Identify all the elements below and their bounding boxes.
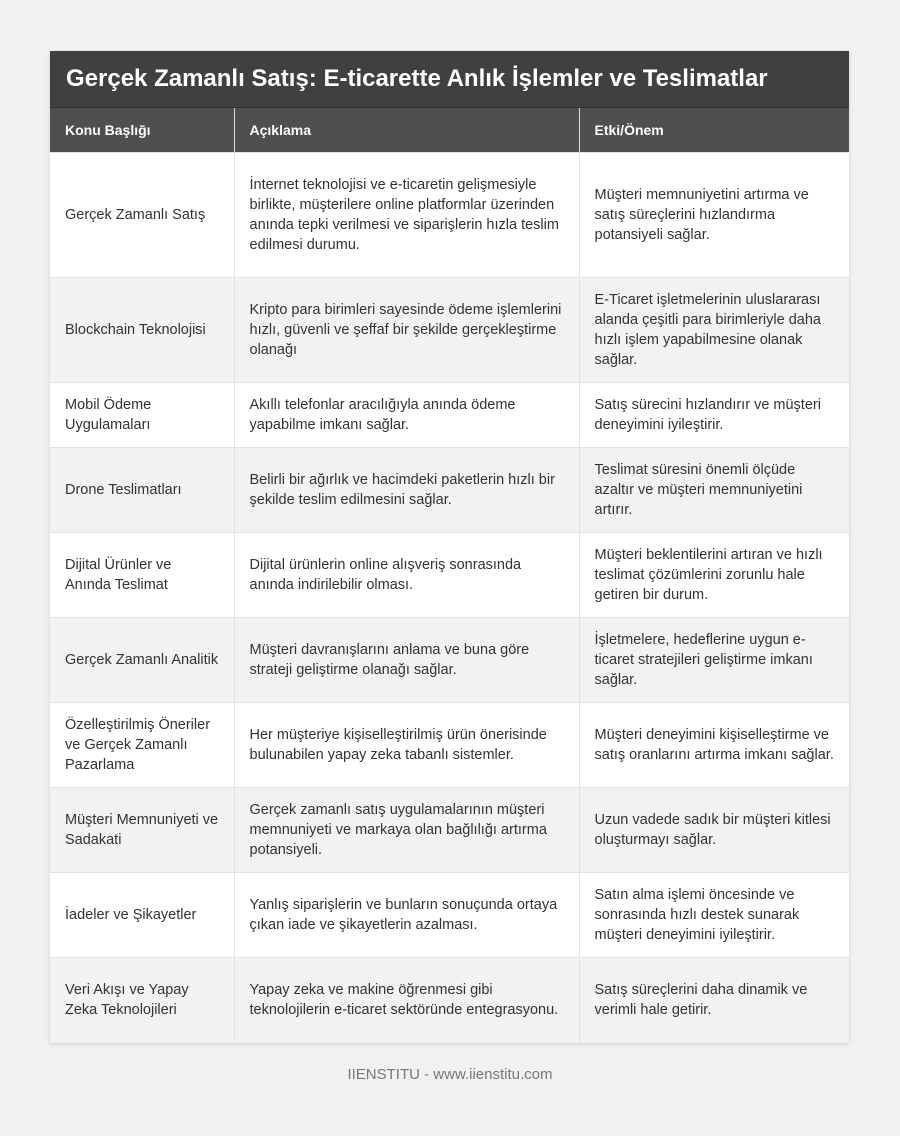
cell-impact: Müşteri memnuniyetini artırma ve satış süreçlerini hızlandırma potansiyeli sağlar. bbox=[579, 153, 849, 278]
table-row bbox=[50, 448, 849, 533]
cell-description: Dijital ürünlerin online alışveriş sonrasında anında indirilebilir olması. bbox=[234, 533, 579, 618]
cell-description: Belirli bir ağırlık ve hacimdeki paketlerin hızlı bir şekilde teslim edilmesini sağlar. bbox=[234, 448, 579, 533]
footer-credit: IIENSTITU - www.iienstitu.com bbox=[347, 1066, 553, 1083]
content-card bbox=[50, 51, 849, 1043]
cell-description: Müşteri davranışlarını anlama ve buna göre strateji geliştirme olanağı sağlar. bbox=[234, 618, 579, 703]
table-row bbox=[50, 873, 849, 958]
cell-topic: Mobil Ödeme Uygulamaları bbox=[50, 383, 234, 448]
table-row bbox=[50, 958, 849, 1043]
cell-description: Her müşteriye kişiselleştirilmiş ürün önerisinde bulunabilen yapay zeka tabanlı sistemler. bbox=[234, 703, 579, 788]
cell-topic: Gerçek Zamanlı Satış bbox=[50, 153, 234, 278]
cell-description: Yanlış siparişlerin ve bunların sonuçunda ortaya çıkan iade ve şikayetlerin azalması. bbox=[234, 873, 579, 958]
table-row bbox=[50, 383, 849, 448]
data-table bbox=[50, 108, 849, 1043]
table-row bbox=[50, 278, 849, 383]
cell-impact: Satın alma işlemi öncesinde ve sonrasında hızlı destek sunarak müşteri deneyimini iyileştirir. bbox=[579, 873, 849, 958]
table-row bbox=[50, 788, 849, 873]
cell-topic: Gerçek Zamanlı Analitik bbox=[50, 618, 234, 703]
cell-impact: Müşteri deneyimini kişiselleştirme ve satış oranlarını artırma imkanı sağlar. bbox=[579, 703, 849, 788]
cell-impact: Teslimat süresini önemli ölçüde azaltır ve müşteri memnuniyetini artırır. bbox=[579, 448, 849, 533]
table-row bbox=[50, 153, 849, 278]
cell-description: Gerçek zamanlı satış uygulamalarının müşteri memnuniyeti ve markaya olan bağlılığı artırma potansiyeli. bbox=[234, 788, 579, 873]
cell-topic: İadeler ve Şikayetler bbox=[50, 873, 234, 958]
cell-topic: Özelleştirilmiş Öneriler ve Gerçek Zamanlı Pazarlama bbox=[50, 703, 234, 788]
cell-description: Yapay zeka ve makine öğrenmesi gibi teknolojilerin e-ticaret sektöründe entegrasyonu. bbox=[234, 958, 579, 1043]
cell-impact: Satış sürecini hızlandırır ve müşteri deneyimini iyileştirir. bbox=[579, 383, 849, 448]
page-title: Gerçek Zamanlı Satış: E-ticarette Anlık İşlemler ve Teslimatlar bbox=[50, 51, 849, 108]
column-header-description: Açıklama bbox=[234, 108, 579, 153]
cell-topic: Blockchain Teknolojisi bbox=[50, 278, 234, 383]
cell-topic: Veri Akışı ve Yapay Zeka Teknolojileri bbox=[50, 958, 234, 1043]
table-row bbox=[50, 618, 849, 703]
cell-description: İnternet teknolojisi ve e-ticaretin gelişmesiyle birlikte, müşterilere online platformlar üzerinden anında tepki verilmesi ve siparişlerin hızla teslim edilmesi durumu. bbox=[234, 153, 579, 278]
cell-topic: Müşteri Memnuniyeti ve Sadakati bbox=[50, 788, 234, 873]
table-row bbox=[50, 533, 849, 618]
cell-topic: Drone Teslimatları bbox=[50, 448, 234, 533]
cell-description: Kripto para birimleri sayesinde ödeme işlemlerini hızlı, güvenli ve şeffaf bir şekilde gerçekleştirme olanağı bbox=[234, 278, 579, 383]
cell-impact: Uzun vadede sadık bir müşteri kitlesi oluşturmayı sağlar. bbox=[579, 788, 849, 873]
cell-impact: Müşteri beklentilerini artıran ve hızlı teslimat çözümlerini zorunlu hale getiren bir durum. bbox=[579, 533, 849, 618]
column-header-impact: Etki/Önem bbox=[579, 108, 849, 153]
table-row bbox=[50, 703, 849, 788]
cell-impact: E-Ticaret işletmelerinin uluslararası alanda çeşitli para birimleriyle daha hızlı işlem yapabilmesine olanak sağlar. bbox=[579, 278, 849, 383]
table-header-row bbox=[50, 108, 849, 153]
cell-impact: İşletmelere, hedeflerine uygun e-ticaret stratejileri geliştirme imkanı sağlar. bbox=[579, 618, 849, 703]
cell-description: Akıllı telefonlar aracılığıyla anında ödeme yapabilme imkanı sağlar. bbox=[234, 383, 579, 448]
column-header-topic: Konu Başlığı bbox=[50, 108, 234, 153]
cell-impact: Satış süreçlerini daha dinamik ve verimli hale getirir. bbox=[579, 958, 849, 1043]
cell-topic: Dijital Ürünler ve Anında Teslimat bbox=[50, 533, 234, 618]
